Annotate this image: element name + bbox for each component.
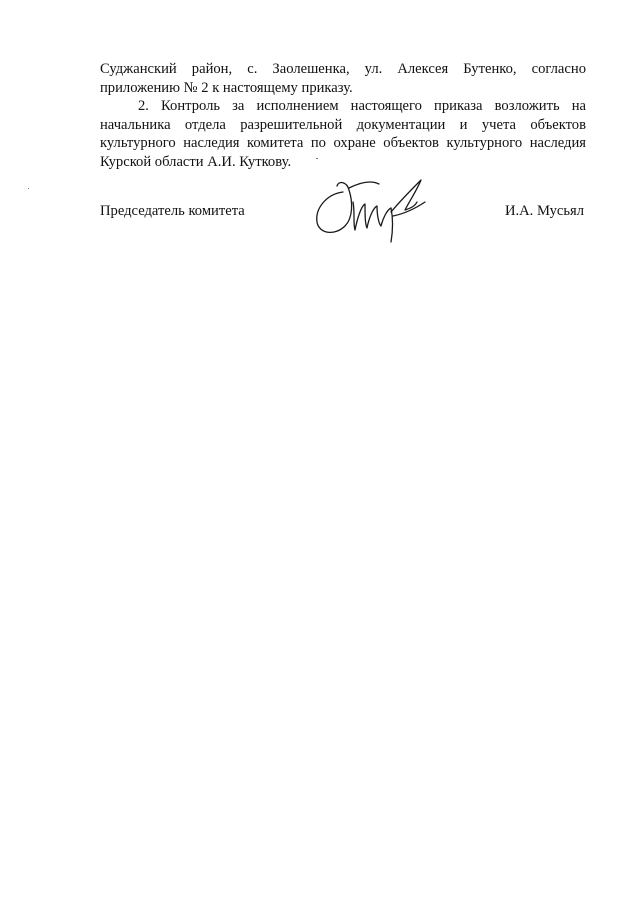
paragraph-2-line-1: 2. Контроль за исполнением настоящего приказа возложить на — [138, 98, 586, 114]
paragraph-1 — [100, 60, 586, 97]
paragraph-2-line-2: начальника отдела разрешительной документации и учета объектов — [100, 116, 586, 133]
scan-speck — [316, 158, 318, 159]
document-body — [100, 60, 586, 171]
paragraph-2-line-3: культурного наследия комитета по охране объектов культурного наследия — [100, 135, 586, 151]
paragraph-2-line-4: Курской области А.И. Куткову. — [100, 153, 292, 170]
handwritten-signature — [309, 172, 433, 244]
scan-speck — [28, 188, 29, 189]
signer-name: И.А. Мусьял — [504, 203, 584, 219]
paragraph-1-line-1: Суджанский район, с. Заолешенка, ул. Алексея Бутенко, согласно — [100, 61, 586, 77]
paragraph-2 — [100, 97, 586, 171]
paragraph-1-line-2: приложению № 2 к настоящему приказу. — [100, 79, 353, 96]
signer-title: Председатель комитета — [100, 203, 245, 219]
